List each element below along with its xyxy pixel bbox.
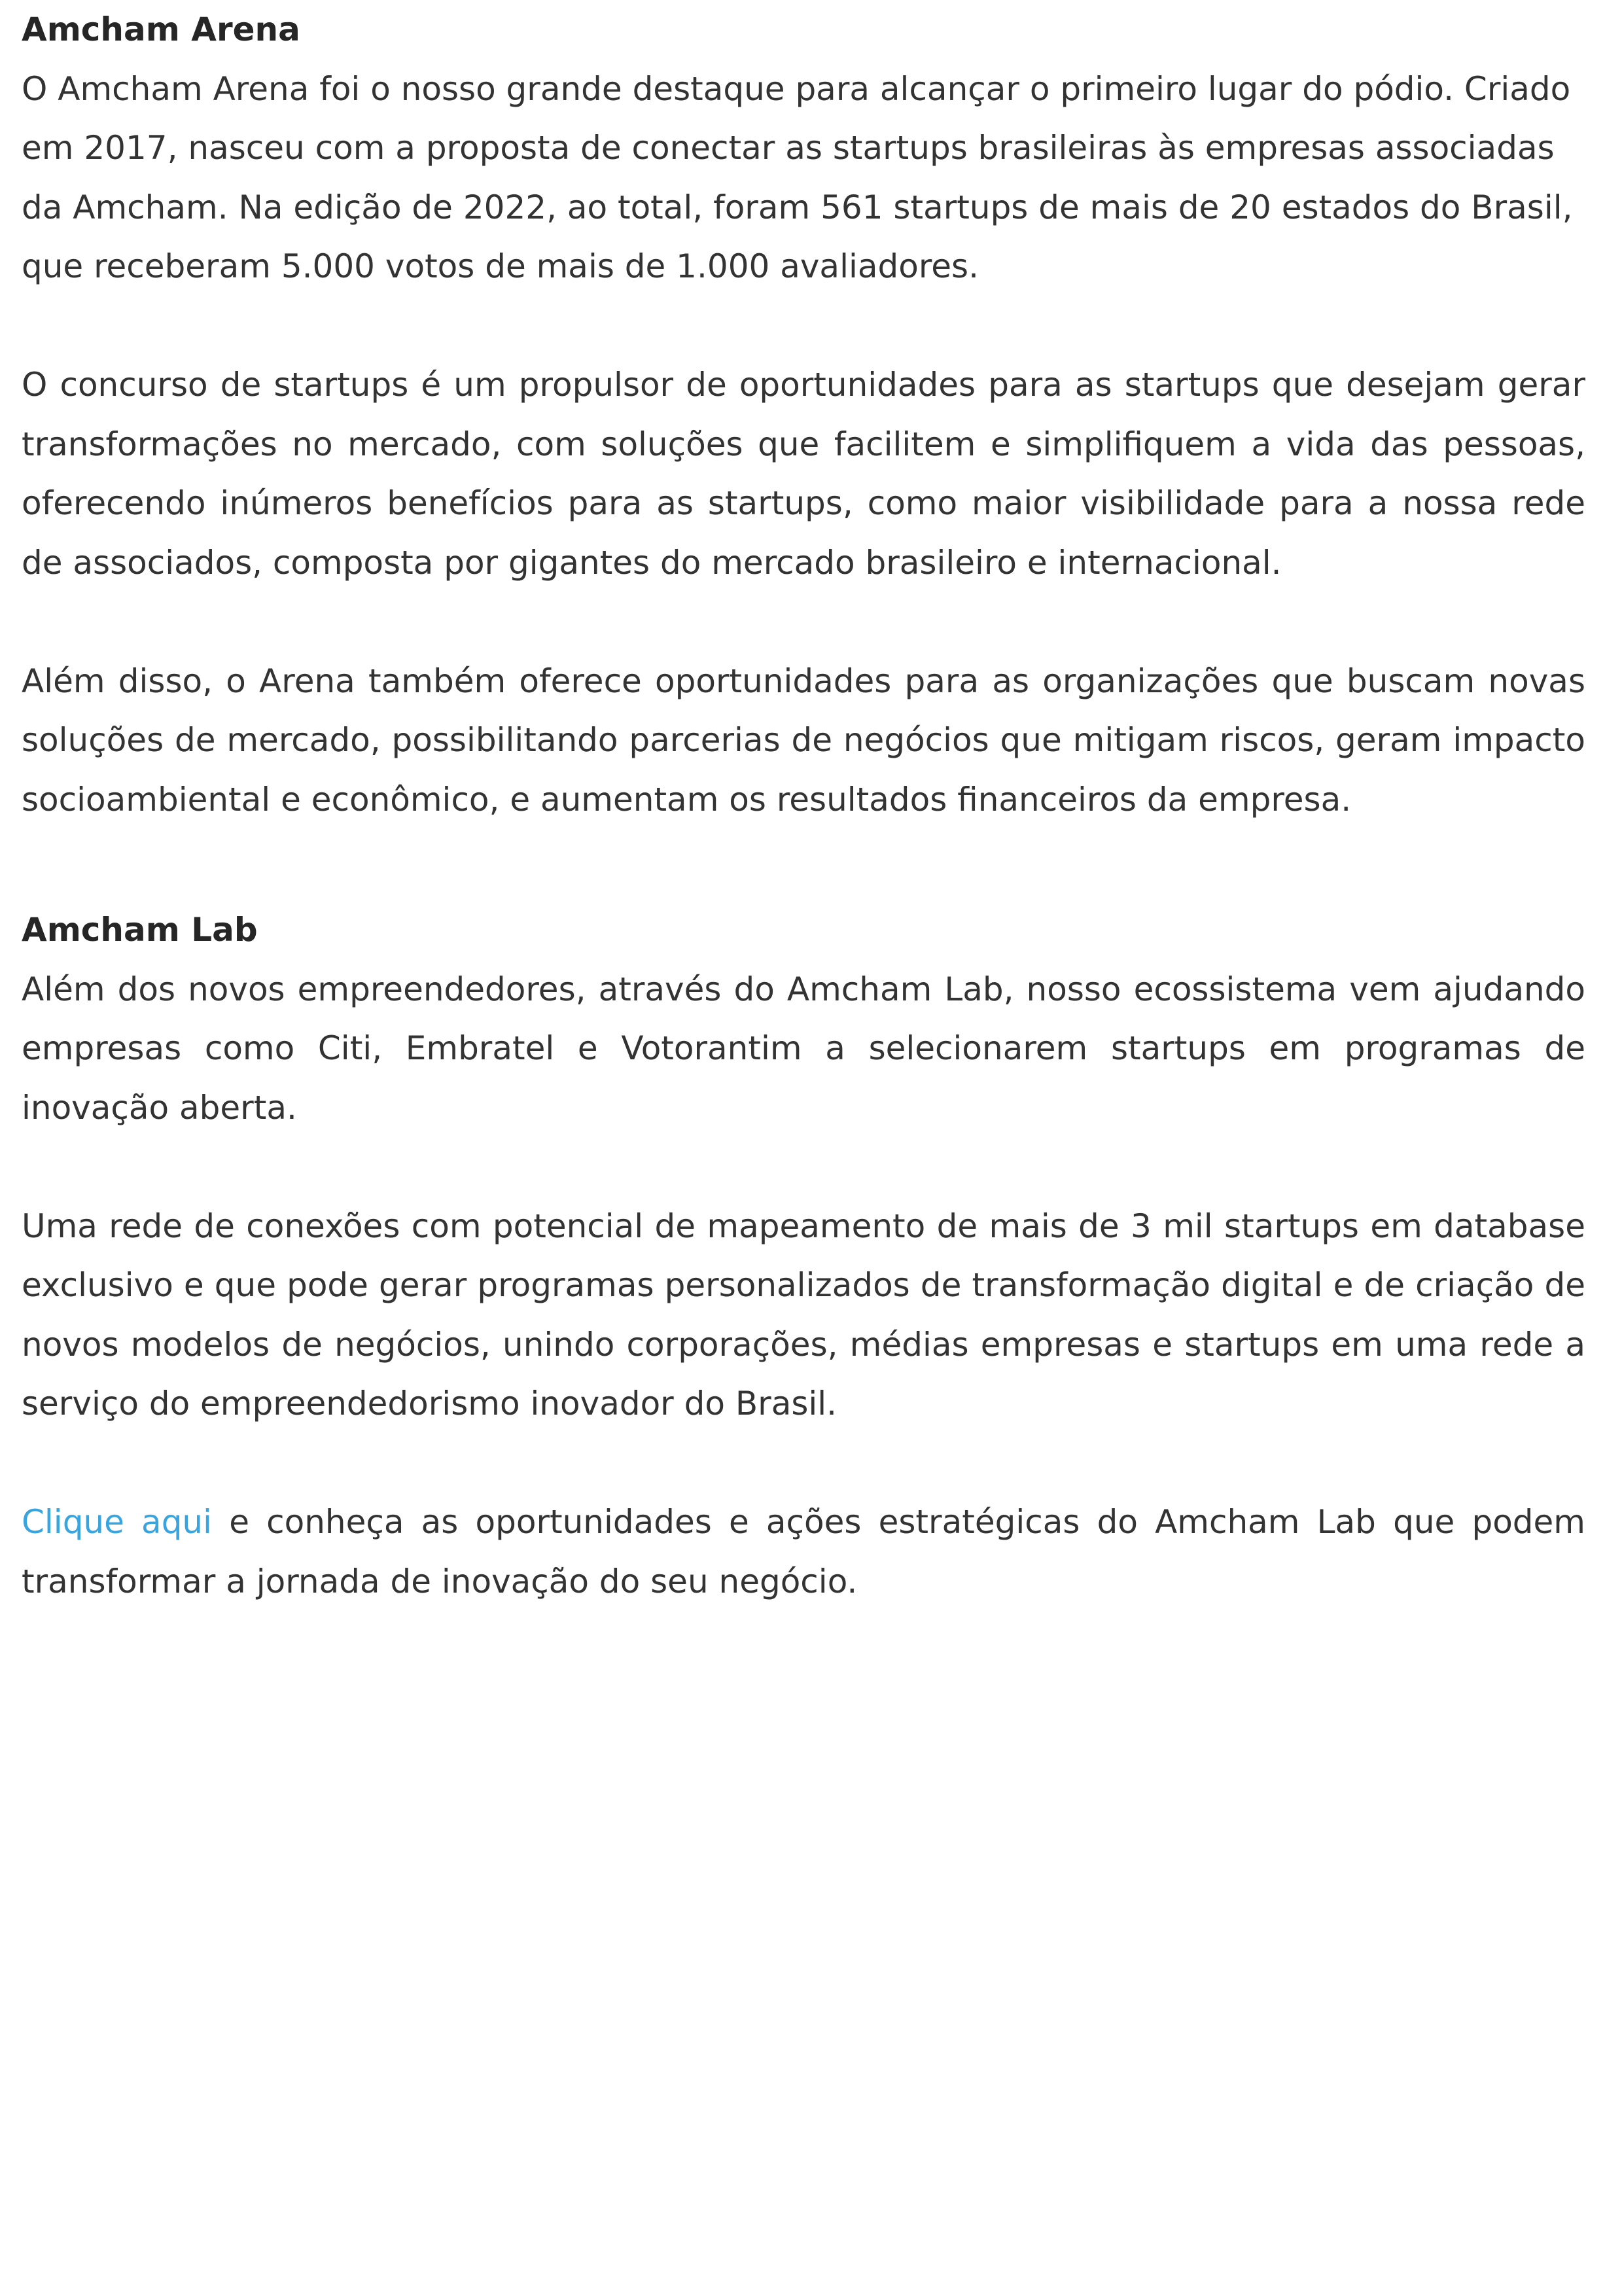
arena-paragraph-1: O Amcham Arena foi o nosso grande destaque para alcançar o primeiro lugar do pódio. Criado em 2017, nasceu com a proposta de conectar as startups brasileiras às empresas associadas da Amcham. Na edição de 2022, ao total, foram 561 startups de mais de 20 estados do Brasil, que receberam 5.000 votos de mais de 1.000 avaliadores. xyxy=(22,69,1573,285)
section-spacer xyxy=(22,829,1585,900)
lab-paragraph-1: Além dos novos empreendedores, através do Amcham Lab, nosso ecossistema vem ajudando empresas como Citi, Embratel e Votorantim a selecionarem startups em programas de inovação aberta. xyxy=(22,970,1585,1127)
paragraph-spacer xyxy=(22,1434,1585,1493)
lab-cta-text: e conheça as oportunidades e ações estratégicas do Amcham Lab que podem transformar a jornada de inovação do seu negócio. xyxy=(22,1503,1585,1600)
lab-cta-paragraph xyxy=(22,1492,1585,1611)
paragraph-spacer xyxy=(22,296,1585,356)
section-title-lab: Amcham Lab xyxy=(22,911,258,949)
section-title-arena: Amcham Arena xyxy=(22,10,300,48)
article-body xyxy=(22,0,1585,1611)
paragraph-spacer xyxy=(22,1137,1585,1197)
lab-paragraph-2: Uma rede de conexões com potencial de mapeamento de mais de 3 mil startups em database exclusivo e que pode gerar programas personalizados de transformação digital e de criação de novos modelos de negócios, unindo corporações, médias empresas e startups em uma rede a serviço do empreendedorismo inovador do Brasil. xyxy=(22,1207,1585,1422)
arena-paragraph-3: Além disso, o Arena também oferece oportunidades para as organizações que buscam novas soluções de mercado, possibilitando parcerias de negócios que mitigam riscos, geram impacto socioambiental e econômico, e aumentam os resultados financeiros da empresa. xyxy=(22,662,1585,819)
arena-paragraph-2: O concurso de startups é um propulsor de oportunidades para as startups que desejam gerar transformações no mercado, com soluções que facilitem e simplifiquem a vida das pessoas, oferecendo inúmeros benefícios para as startups, como maior visibilidade para a nossa rede de associados, composta por gigantes do mercado brasileiro e internacional. xyxy=(22,366,1585,582)
clique-aqui-link[interactable]: Clique aqui xyxy=(22,1503,213,1541)
paragraph-spacer xyxy=(22,592,1585,652)
